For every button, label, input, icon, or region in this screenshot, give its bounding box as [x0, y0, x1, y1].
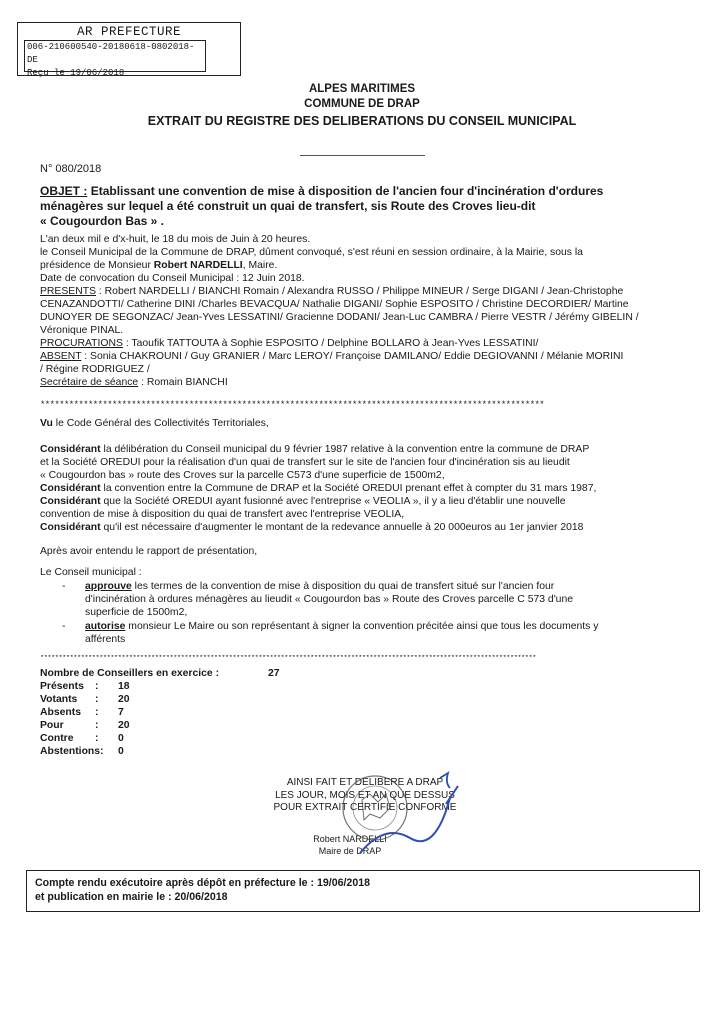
intro-block — [40, 233, 639, 389]
considerant-label: Considérant — [40, 496, 101, 507]
considerant-4-line-1: qu'il est nécessaire d'augmenter le montant de la redevance annuelle à 20 000euros au 1er janvier 2018 — [100, 522, 584, 533]
count-value-presents: 18 — [118, 681, 130, 692]
registre-title: EXTRAIT DU REGISTRE DES DELIBERATIONS DU CONSEIL MUNICIPAL — [147, 114, 577, 128]
vu-line — [40, 417, 269, 430]
deliberation-number: N° 080/2018 — [40, 163, 102, 175]
stamp-inner-box — [24, 40, 206, 78]
objet-line-1: Etablissant une convention de mise à disposition de l'ancien four d'incinération d'ordures — [90, 184, 604, 198]
president-name: Robert NARDELLI — [153, 260, 243, 271]
conseil-label: Le Conseil municipal : — [40, 567, 142, 578]
header-divider — [300, 155, 425, 156]
mayor-name: Robert NARDELLI — [313, 834, 387, 844]
considerants-block — [40, 443, 596, 534]
objet-line-2: ménagères sur lequel a été construit un quai de transfert, sis Route des Croves lieu-dit — [40, 199, 536, 213]
presents-line-3: DUNOYER DE SEGONZAC/ Jean-Yves LESSATINI/ Gracienne DODANI/ Jean-Luc CAMBRA / Pierre VESTR / Jérémy GIBELIN / — [40, 312, 639, 323]
absent-line-1: : Sonia CHAKROUNI / Guy GRANIER / Marc LEROY/ Françoise DAMILANO/ Eddie DEGIOVANNI / Mélanie MORINI — [81, 351, 624, 362]
exercice-label: Nombre de Conseillers en exercice : — [40, 668, 220, 679]
department-title: ALPES MARITIMES — [308, 83, 416, 95]
count-colon: : — [95, 720, 99, 731]
exercice-value: 27 — [268, 668, 280, 679]
mayor-title: Maire de DRAP — [318, 846, 382, 856]
dots-separator: ************************************************************************************************************************************** — [40, 655, 536, 663]
executoire-line-2: et publication en mairie le : 20/06/2018 — [35, 891, 228, 903]
signature-flourish — [440, 773, 450, 788]
considerant-1-line-1: la délibération du Conseil municipal du 9 février 1987 relative à la convention entre la commune de DRAP — [100, 444, 590, 455]
executoire-box — [26, 870, 700, 912]
executoire-line-1: Compte rendu exécutoire après dépôt en préfecture le : 19/06/2018 — [35, 877, 371, 889]
considerant-label: Considérant — [40, 483, 101, 494]
signature-line-2: LES JOUR, MOIS ET AN QUE DESSUS — [275, 789, 455, 801]
seal-emblem — [362, 794, 390, 820]
absent-label: ABSENT — [40, 351, 82, 362]
decision-approuve — [85, 580, 573, 619]
signature-line-1: AINSI FAIT ET DELIBERE A DRAP — [286, 777, 444, 788]
executoire-text — [35, 876, 370, 904]
count-label-presents: Présents — [40, 681, 84, 692]
objet-block — [40, 184, 603, 229]
vu-text: le Code Général des Collectivités Territoriales, — [52, 418, 269, 429]
stamp-reference: 006-210600540-20180618-0802018-DE — [27, 42, 195, 65]
count-colon: : — [95, 694, 99, 705]
intro-line-1: L'an deux mil e d'x-huit, le 18 du mois de Juin à 20 heures. — [40, 234, 311, 245]
decision-1-line-3: superficie de 1500m2, — [85, 607, 188, 618]
count-label-pour: Pour — [40, 720, 64, 731]
count-colon: : — [95, 733, 99, 744]
decision-2-line-2: afférents — [85, 634, 126, 645]
considerant-1-line-2: et la Société OREDUI pour la réalisation d'un quai de transfert sur le site de l'ancien four d'incinération sis au lieudit — [40, 457, 570, 468]
rapport-line: Après avoir entendu le rapport de présentation, — [40, 546, 258, 557]
count-value-pour: 20 — [118, 720, 130, 731]
considerant-label: Considérant — [40, 444, 101, 455]
decision-autorise — [85, 620, 598, 646]
presents-line-1: : Robert NARDELLI / BIANCHI Romain / Alexandra RUSSO / Philippe MINEUR / Serge DIGANI / Jean-Christophe — [96, 286, 624, 297]
objet-line-3: « Cougourdon Bas » . — [40, 214, 165, 228]
decision-1-line-1: les termes de la convention de mise à disposition du quai de transfert situé sur l'ancien four — [131, 581, 555, 592]
count-label-votants: Votants — [40, 694, 78, 705]
secretaire-text: : Romain BIANCHI — [138, 377, 228, 388]
presents-line-4: Véronique PINAL. — [40, 325, 124, 336]
count-value-absents: 7 — [118, 707, 124, 718]
considerant-2-line-1: la convention entre la Commune de DRAP et la Société OREDUI prenant effet à compter du 31 mars 1987, — [100, 483, 597, 494]
prefecture-stamp — [17, 22, 241, 76]
count-value-contre: 0 — [118, 733, 124, 744]
decision-dash: - — [62, 621, 66, 632]
decision-verb: autorise — [85, 621, 126, 632]
count-label-abstentions: Abstentions: — [40, 746, 104, 757]
decision-dash: - — [62, 581, 66, 592]
signature-stroke — [360, 786, 458, 853]
procurations-text: : Taoufik TATTOUTA à Sophie ESPOSITO / Delphine BOLLARO à Jean-Yves LESSATINI/ — [122, 338, 539, 349]
count-value-abstentions: 0 — [118, 746, 124, 757]
secretaire-label: Secrétaire de séance — [40, 377, 139, 388]
presents-label: PRESENTS — [40, 286, 97, 297]
signature-line-3: POUR EXTRAIT CERTIFIE CONFORME — [273, 802, 457, 813]
president-suffix: , Maire. — [242, 260, 278, 271]
count-label-contre: Contre — [40, 733, 74, 744]
absent-line-2: / Régine RODRIGUEZ / — [40, 364, 150, 375]
objet-label: OBJET : — [40, 184, 88, 198]
stamp-received-date: Reçu le 19/06/2018 — [27, 68, 125, 78]
decision-2-line-1: monsieur Le Maire ou son représentant à signer la convention précitée ainsi que tous les documents y — [125, 621, 599, 632]
presents-line-2: CENAZANDOTTI/ Catherine DINI /Charles BEVACQUA/ Nathalie DIGANI/ Sophie ESPOSITO / Christine DECORDIER/ Martine — [40, 299, 629, 310]
count-value-votants: 20 — [118, 694, 130, 705]
count-label-absents: Absents — [40, 707, 81, 718]
vu-label: Vu — [40, 418, 53, 429]
commune-title: COMMUNE DE DRAP — [304, 98, 420, 110]
intro-line-2: le Conseil Municipal de la Commune de DRAP, dûment convoqué, s'est réuni en session ordinaire, à la Mairie, sous la — [40, 247, 583, 258]
intro-line-4: Date de convocation du Conseil Municipal : 12 Juin 2018. — [40, 273, 305, 284]
count-colon: : — [95, 681, 99, 692]
considerant-1-line-3: « Cougourdon bas » route des Croves sur la parcelle C573 d'une superficie de 1500m2, — [40, 470, 445, 481]
considerant-label: Considérant — [40, 522, 101, 533]
count-colon: : — [95, 707, 99, 718]
stamp-title: AR PREFECTURE — [76, 25, 182, 39]
intro-line-3: présidence de Monsieur — [40, 260, 154, 271]
procurations-label: PROCURATIONS — [40, 338, 123, 349]
mairie-seal-and-signature — [290, 768, 490, 868]
decision-verb: approuve — [85, 581, 132, 592]
considerant-3-line-1: que la Société OREDUI ayant fusionné avec l'entreprise « VEOLIA », il y a lieu d'établir une nouvelle — [100, 496, 566, 507]
considerant-3-line-2: convention de mise à disposition du quai de transfert avec l'entreprise VEOLIA, — [40, 509, 405, 520]
stars-separator: ********************************************************************************************************* — [40, 400, 545, 410]
decision-1-line-2: d'incinération à ordures ménagères au lieudit « Cougourdon bas » Route des Croves parcelle C 573 d'une — [85, 594, 574, 605]
